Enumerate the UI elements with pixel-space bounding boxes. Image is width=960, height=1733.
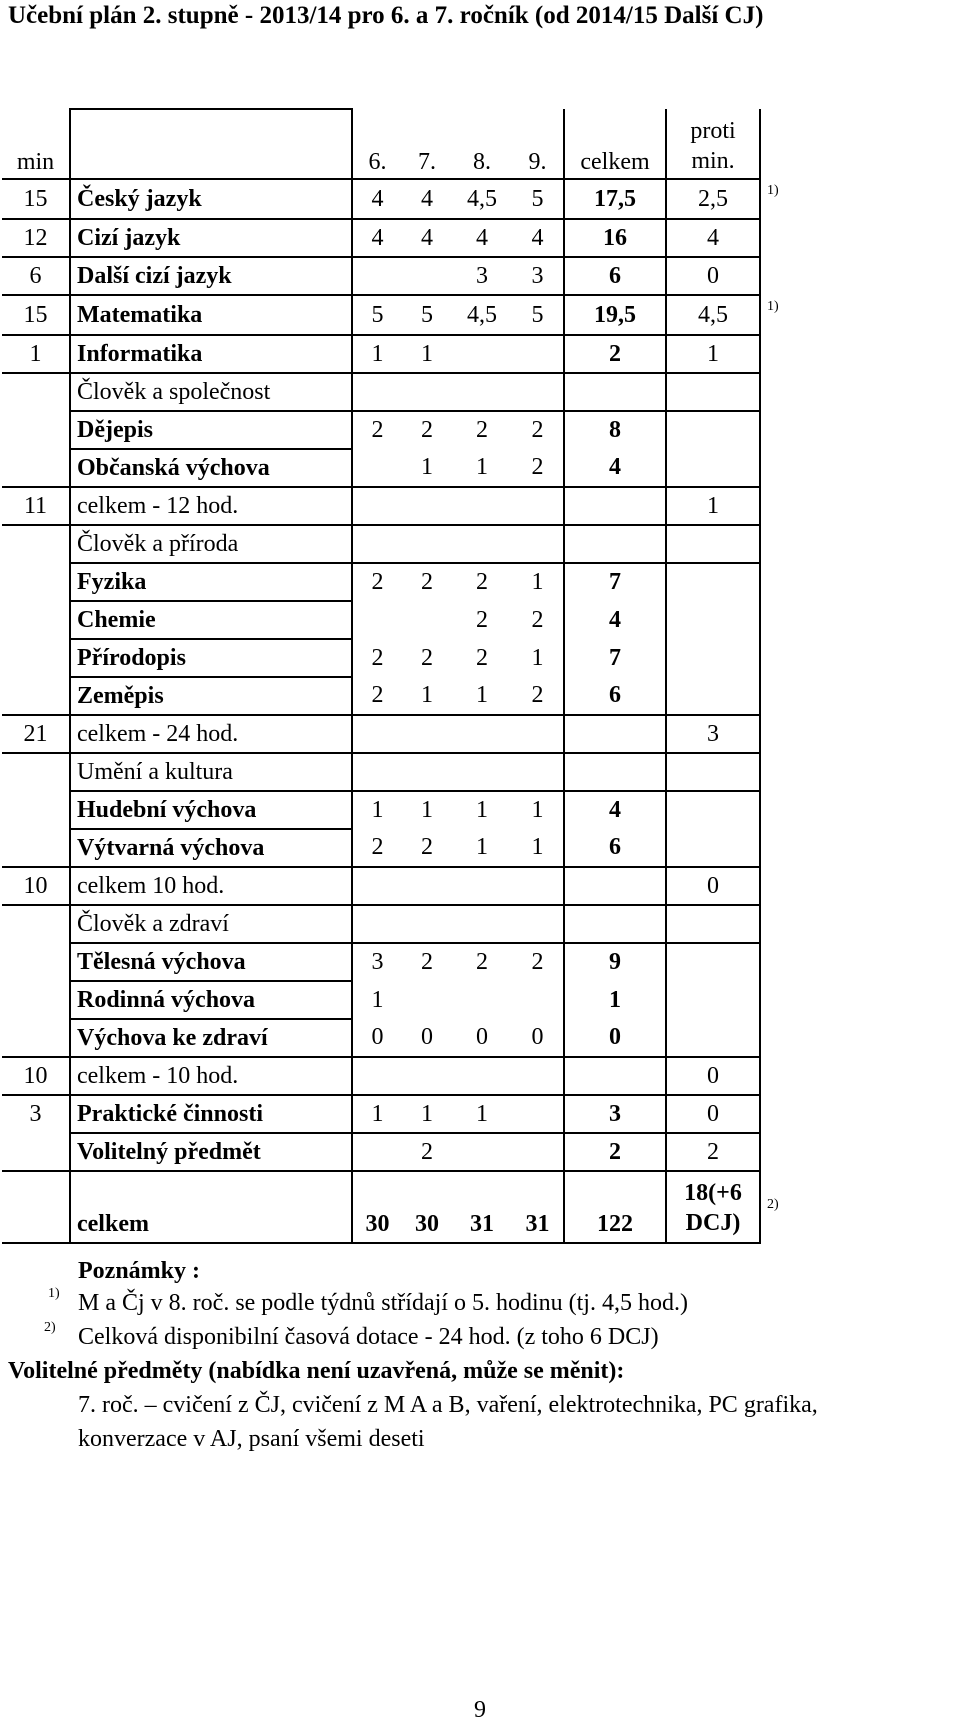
total-hours: 16 — [564, 219, 666, 257]
grade-8-hours: 2 — [452, 563, 512, 601]
header-grade-6: 6. — [368, 149, 387, 175]
footnote-ref — [760, 601, 800, 639]
table-row — [2, 1019, 800, 1057]
grade-9-hours — [512, 715, 564, 753]
grade-6-hours: 4 — [352, 179, 402, 219]
grade-7-hours: 4 — [402, 179, 452, 219]
vs-min-hours: 1 — [666, 335, 760, 373]
subject-name: Umění a kultura — [70, 753, 352, 791]
grade-8-hours: 4,5 — [452, 179, 512, 219]
grade-6-hours: 2 — [352, 411, 402, 449]
footnote-ref — [760, 525, 800, 563]
total-hours: 2 — [564, 1133, 666, 1171]
grade-6-hours — [352, 905, 402, 943]
grade-8-hours — [452, 1133, 512, 1171]
subject-name: Občanská výchova — [70, 449, 352, 487]
vs-min-hours: 4 — [666, 219, 760, 257]
grade-6-hours: 1 — [352, 791, 402, 829]
grade-8-hours: 1 — [476, 454, 488, 480]
grade-8-hours: 2 — [476, 606, 488, 633]
grade-8-hours — [452, 867, 512, 905]
grade-9-hours — [512, 981, 564, 1019]
subject-name: Člověk a společnost — [70, 373, 352, 411]
subject-name: Chemie — [70, 601, 352, 639]
grade-8-hours — [452, 1057, 512, 1095]
vs-min-hours — [666, 791, 760, 829]
vs-min-hours: 0 — [666, 1095, 760, 1133]
table-row — [2, 791, 800, 829]
table-row — [2, 335, 800, 373]
grade-6-hours — [352, 715, 402, 753]
vs-min-hours — [666, 1019, 760, 1057]
total-hours: 4 — [564, 449, 666, 487]
subject-name: Tělesná výchova — [70, 943, 352, 981]
grade-7-hours: 0 — [421, 1024, 433, 1050]
footnote-1-text: M a Čj v 8. roč. se podle týdnů střídají o 5. hodinu (tj. 4,5 hod.) — [78, 1290, 688, 1316]
subject-name: Člověk a příroda — [70, 525, 352, 563]
footnote-ref — [760, 639, 800, 677]
total-hours: 8 — [564, 411, 666, 449]
min-hours: 10 — [2, 867, 70, 905]
min-hours — [2, 1133, 70, 1171]
footnote-ref — [760, 219, 800, 257]
total-hours — [564, 525, 666, 563]
grade-6-hours: 1 — [352, 335, 402, 373]
total-hours: 3 — [564, 1095, 666, 1133]
min-hours — [2, 753, 70, 791]
grade-8-hours — [452, 905, 512, 943]
grade-9-hours: 0 — [512, 1019, 564, 1057]
subject-name: celkem - 10 hod. — [70, 1057, 352, 1095]
electives-line-1: 7. roč. – cvičení z ČJ, cvičení z M A a B, vaření, elektrotechnika, PC grafika, — [78, 1392, 818, 1418]
header-total: celkem — [564, 109, 666, 179]
grade-6-hours — [352, 1133, 402, 1171]
min-hours — [2, 791, 70, 829]
grade-6-hours: 2 — [352, 563, 402, 601]
grade-7-hours: 1 — [402, 335, 452, 373]
grade-7-hours — [402, 753, 452, 791]
grade-7-hours — [402, 905, 452, 943]
grade-6-hours: 2 — [371, 682, 384, 708]
grade-8-hours — [452, 525, 512, 563]
min-hours: 21 — [2, 715, 70, 753]
grade-7-hours — [402, 715, 452, 753]
header-grade-9: 9. — [512, 109, 564, 179]
table-row — [2, 563, 800, 601]
grade-8-hours: 2 — [476, 644, 488, 671]
grade-9-hours — [512, 373, 564, 411]
footnote-ref — [760, 373, 800, 411]
vs-min-hours: 4,5 — [666, 295, 760, 335]
table-row — [2, 449, 800, 487]
grade-8-hours: 1 — [452, 1095, 512, 1133]
subject-name: Informatika — [70, 335, 352, 373]
grade-8-hours: 4,5 — [452, 295, 512, 335]
total-hours: 6 — [564, 257, 666, 295]
header-subject — [70, 109, 352, 179]
footnote-ref — [760, 943, 800, 981]
grade-9-hours: 1 — [512, 563, 564, 601]
footnote-ref — [760, 829, 800, 867]
subject-name: Výchova ke zdraví — [70, 1019, 352, 1057]
min-hours — [2, 601, 70, 639]
footnote-ref — [760, 1019, 800, 1057]
vs-min-hours — [666, 943, 760, 981]
grade-9-hours: 2 — [512, 411, 564, 449]
table-row — [2, 487, 800, 525]
table-row — [2, 677, 800, 715]
subject-name: Český jazyk — [70, 179, 352, 219]
grade-8-hours: 1 — [476, 682, 488, 708]
subject-name: Zeměpis — [70, 677, 352, 715]
table-row — [2, 219, 800, 257]
grade-9-hours: 5 — [512, 179, 564, 219]
grade-6-hours — [352, 1057, 402, 1095]
footnote-ref — [760, 411, 800, 449]
table-row — [2, 905, 800, 943]
grade-7-hours: 2 — [402, 411, 452, 449]
grade-9-hours: 3 — [512, 257, 564, 295]
total-hours: 4 — [564, 601, 666, 639]
vs-min-hours: 0 — [666, 257, 760, 295]
vs-min-hours: 1 — [666, 487, 760, 525]
subject-name: Praktické činnosti — [70, 1095, 352, 1133]
grade-6-hours: 4 — [352, 219, 402, 257]
subject-name: Cizí jazyk — [70, 219, 352, 257]
grade-6-hours: 1 — [352, 1095, 402, 1133]
footnote-ref — [760, 449, 800, 487]
grade-6-hours — [352, 373, 402, 411]
grade-8-hours — [452, 981, 512, 1019]
grade-9-hours — [512, 1133, 564, 1171]
vs-min-hours — [666, 639, 760, 677]
total-hours — [564, 753, 666, 791]
grade-9-hours: 1 — [512, 639, 564, 677]
table-row — [2, 525, 800, 563]
grade-9-hours — [512, 753, 564, 791]
grade-9-hours: 4 — [512, 219, 564, 257]
footnote-ref — [760, 791, 800, 829]
table-row — [2, 179, 800, 219]
min-hours: 3 — [2, 1095, 70, 1133]
grade-6-hours — [352, 601, 402, 639]
grade-7-hours: 30 — [402, 1171, 452, 1243]
grade-6-hours: 5 — [352, 295, 402, 335]
table-row — [2, 1057, 800, 1095]
subject-name: Výtvarná výchova — [70, 829, 352, 867]
vs-min-hours: 2,5 — [666, 179, 760, 219]
grade-7-hours — [402, 373, 452, 411]
footnote-1-mark: 1) — [48, 1286, 60, 1301]
grade-6-hours — [352, 525, 402, 563]
table-row — [2, 867, 800, 905]
vs-min-hours: 2 — [666, 1133, 760, 1171]
min-hours: 11 — [2, 487, 70, 525]
grade-9-hours — [512, 1095, 564, 1133]
min-hours — [2, 373, 70, 411]
min-hours: 10 — [2, 1057, 70, 1095]
header-min: min — [2, 109, 70, 179]
table-row — [2, 601, 800, 639]
header-grade-8: 8. — [473, 149, 491, 175]
grade-9-hours: 2 — [512, 677, 564, 715]
total-hours: 17,5 — [564, 179, 666, 219]
min-hours — [2, 563, 70, 601]
footnote-ref: 1) — [767, 299, 779, 314]
electives-line-2: konverzace v AJ, psaní všemi deseti — [78, 1426, 425, 1452]
grade-7-hours — [402, 525, 452, 563]
table-header-row — [2, 109, 800, 179]
grade-6-hours — [352, 449, 402, 487]
grade-8-hours: 4 — [452, 219, 512, 257]
table-row — [2, 981, 800, 1019]
grade-7-hours: 5 — [402, 295, 452, 335]
total-hours: 7 — [564, 639, 666, 677]
vs-min-hours — [666, 373, 760, 411]
electives-heading: Volitelné předměty (nabídka není uzavřená, může se měnit): — [8, 1358, 625, 1384]
grade-8-hours — [452, 753, 512, 791]
min-hours — [2, 981, 70, 1019]
table-row — [2, 943, 800, 981]
grade-7-hours: 2 — [402, 563, 452, 601]
grade-9-hours — [512, 487, 564, 525]
footnote-ref — [760, 487, 800, 525]
vs-min-hours: 0 — [666, 1057, 760, 1095]
footnote-ref — [760, 715, 800, 753]
grade-6-hours — [352, 867, 402, 905]
footnote-ref — [760, 981, 800, 1019]
total-hours: 4 — [564, 791, 666, 829]
min-hours — [2, 943, 70, 981]
vs-min-hours: 3 — [666, 715, 760, 753]
footnote-ref — [760, 257, 800, 295]
total-hours — [564, 373, 666, 411]
grade-8-hours — [452, 715, 512, 753]
vs-min-hours — [666, 905, 760, 943]
grade-9-hours: 31 — [512, 1171, 564, 1243]
grade-9-hours: 1 — [512, 829, 564, 867]
footnote-2-text: Celková disponibilní časová dotace - 24 hod. (z toho 6 DCJ) — [78, 1324, 659, 1350]
grade-7-hours: 1 — [402, 791, 452, 829]
min-hours — [2, 411, 70, 449]
grade-6-hours: 1 — [371, 986, 384, 1013]
table-row — [2, 829, 800, 867]
grade-6-hours — [352, 753, 402, 791]
total-hours: 2 — [564, 335, 666, 373]
table-row — [2, 753, 800, 791]
min-hours — [2, 639, 70, 677]
grade-9-hours: 2 — [512, 943, 564, 981]
total-hours: 0 — [564, 1019, 666, 1057]
footnote-ref — [760, 1057, 800, 1095]
table-row — [2, 373, 800, 411]
subject-name: Volitelný předmět — [70, 1133, 352, 1171]
grade-7-hours — [402, 867, 452, 905]
min-hours — [2, 525, 70, 563]
total-hours: 7 — [564, 563, 666, 601]
min-hours: 12 — [2, 219, 70, 257]
subject-name: Fyzika — [70, 563, 352, 601]
grade-9-hours — [512, 1057, 564, 1095]
grade-7-hours: 2 — [402, 943, 452, 981]
grade-6-hours: 2 — [371, 644, 384, 671]
footnote-ref — [760, 563, 800, 601]
grade-7-hours: 2 — [402, 1133, 452, 1171]
header-grade-7: 7. — [418, 149, 436, 175]
subject-name: Přírodopis — [70, 639, 352, 677]
min-hours — [2, 829, 70, 867]
vs-min-hours — [666, 601, 760, 639]
grade-7-hours: 1 — [421, 682, 433, 708]
total-hours: 1 — [564, 981, 666, 1019]
vs-min-hours: 0 — [666, 867, 760, 905]
grade-7-hours: 1 — [421, 454, 433, 480]
table-row — [2, 639, 800, 677]
subject-name: celkem — [70, 1171, 352, 1243]
subject-name: Dějepis — [70, 411, 352, 449]
subject-name: celkem 10 hod. — [70, 867, 352, 905]
min-hours — [2, 905, 70, 943]
grade-7-hours: 1 — [402, 1095, 452, 1133]
grade-9-hours — [512, 525, 564, 563]
grade-7-hours: 2 — [421, 644, 433, 671]
grade-8-hours — [452, 373, 512, 411]
subject-name: celkem - 24 hod. — [70, 715, 352, 753]
grade-8-hours: 31 — [452, 1171, 512, 1243]
grade-8-hours: 1 — [476, 834, 488, 860]
grade-7-hours — [402, 487, 452, 525]
subject-name: Člověk a zdraví — [70, 905, 352, 943]
total-hours: 9 — [564, 943, 666, 981]
page-number: 9 — [474, 1697, 486, 1723]
total-hours — [564, 487, 666, 525]
grade-9-hours: 1 — [512, 791, 564, 829]
min-hours — [2, 1171, 70, 1243]
table-total-row — [2, 1171, 800, 1243]
vs-min-hours — [666, 677, 760, 715]
grade-8-hours: 3 — [452, 257, 512, 295]
grade-7-hours: 2 — [421, 834, 433, 860]
table-row — [2, 257, 800, 295]
footnote-ref — [760, 335, 800, 373]
min-hours: 1 — [2, 335, 70, 373]
grade-9-hours: 5 — [512, 295, 564, 335]
footnote-ref: 1) — [767, 183, 779, 198]
min-hours — [2, 1019, 70, 1057]
total-hours — [564, 715, 666, 753]
grade-7-hours — [402, 1057, 452, 1095]
subject-name: Matematika — [70, 295, 352, 335]
vs-min-hours — [666, 525, 760, 563]
total-hours: 19,5 — [564, 295, 666, 335]
vs-min-hours: 18(+6 DCJ) — [666, 1171, 760, 1243]
footnote-ref — [760, 1133, 800, 1171]
total-hours — [564, 905, 666, 943]
footnote-2-mark: 2) — [44, 1320, 56, 1335]
footnote-ref — [760, 1095, 800, 1133]
grade-9-hours — [512, 335, 564, 373]
total-hours: 6 — [564, 829, 666, 867]
total-hours: 6 — [564, 677, 666, 715]
footnote-ref — [760, 677, 800, 715]
total-hours: 122 — [564, 1171, 666, 1243]
table-row — [2, 715, 800, 753]
min-hours: 15 — [2, 179, 70, 219]
total-hours — [564, 1057, 666, 1095]
grade-8-hours — [452, 335, 512, 373]
table-row — [2, 295, 800, 335]
min-hours — [2, 677, 70, 715]
total-hours — [564, 867, 666, 905]
grade-7-hours: 4 — [402, 219, 452, 257]
grade-6-hours — [352, 487, 402, 525]
grade-9-hours: 2 — [512, 449, 564, 487]
subject-name: celkem - 12 hod. — [70, 487, 352, 525]
vs-min-hours — [666, 981, 760, 1019]
min-hours — [2, 449, 70, 487]
curriculum-table — [2, 108, 800, 1244]
min-hours: 15 — [2, 295, 70, 335]
table-row — [2, 1095, 800, 1133]
footnote-ref — [760, 905, 800, 943]
vs-min-hours — [666, 411, 760, 449]
grade-7-hours — [402, 601, 452, 639]
vs-min-hours — [666, 829, 760, 867]
table-row — [2, 1133, 800, 1171]
grade-8-hours — [452, 487, 512, 525]
min-hours: 6 — [2, 257, 70, 295]
grade-9-hours — [512, 867, 564, 905]
grade-8-hours: 2 — [452, 943, 512, 981]
table-row — [2, 411, 800, 449]
grade-7-hours — [402, 981, 452, 1019]
subject-name: Hudební výchova — [70, 791, 352, 829]
grade-6-hours: 3 — [352, 943, 402, 981]
page-title: Učební plán 2. stupně - 2013/14 pro 6. a 7. ročník (od 2014/15 Další CJ) — [8, 2, 764, 29]
grade-8-hours: 1 — [452, 791, 512, 829]
grade-9-hours: 2 — [512, 601, 564, 639]
grade-6-hours — [352, 257, 402, 295]
grade-6-hours: 2 — [371, 834, 384, 860]
grade-9-hours — [512, 905, 564, 943]
grade-6-hours: 0 — [371, 1024, 384, 1050]
grade-8-hours: 2 — [452, 411, 512, 449]
footnote-ref: 2) — [767, 1197, 779, 1212]
grade-8-hours: 0 — [476, 1024, 488, 1050]
header-vs-min: proti min. — [666, 109, 760, 179]
vs-min-hours — [666, 449, 760, 487]
grade-6-hours: 30 — [352, 1171, 402, 1243]
subject-name: Další cizí jazyk — [70, 257, 352, 295]
subject-name: Rodinná výchova — [70, 981, 352, 1019]
vs-min-hours — [666, 753, 760, 791]
grade-7-hours — [402, 257, 452, 295]
notes-heading: Poznámky : — [78, 1258, 200, 1284]
vs-min-hours — [666, 563, 760, 601]
footnote-ref — [760, 753, 800, 791]
footnote-ref — [760, 867, 800, 905]
